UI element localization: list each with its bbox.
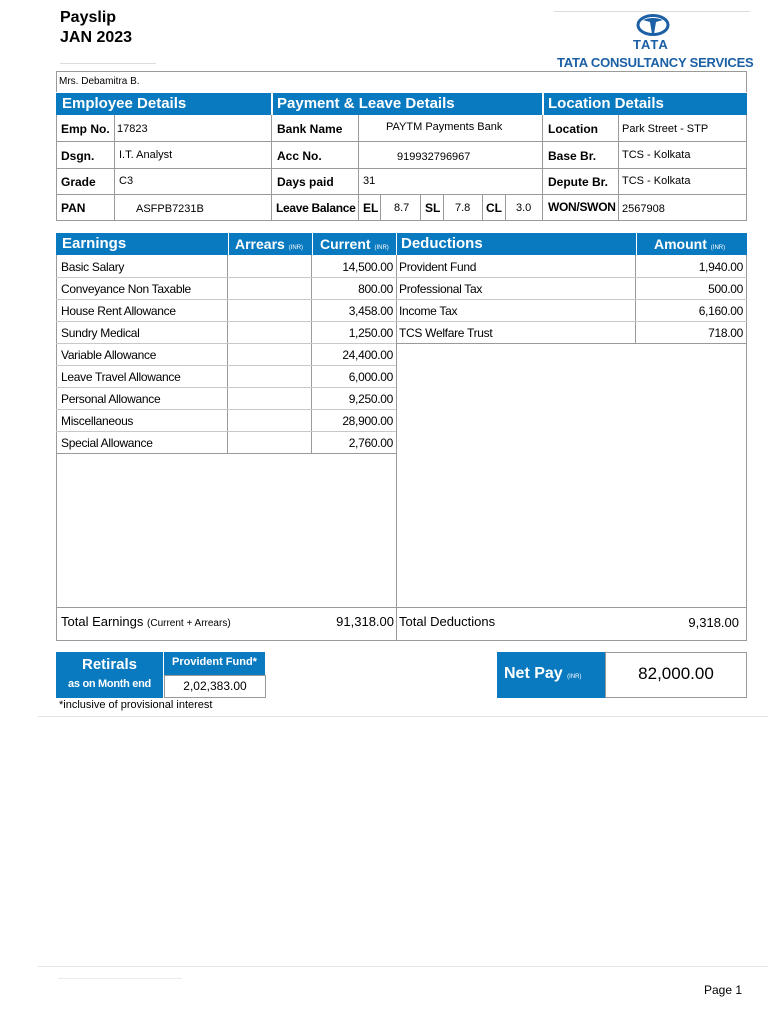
location-label: Location <box>548 122 598 136</box>
header-underline-right <box>554 11 750 12</box>
total-earnings-value: 91,318.00 <box>336 614 394 629</box>
earnings-row-name: Leave Travel Allowance <box>61 370 181 384</box>
earnings-row-name: Conveyance Non Taxable <box>61 282 191 296</box>
payslip-title: Payslip <box>60 9 117 26</box>
bank-name-value: PAYTM Payments Bank <box>386 121 503 133</box>
earnings-row-current: 800.00 <box>358 282 393 296</box>
days-paid-label: Days paid <box>277 175 334 189</box>
bank-name-label: Bank Name <box>277 122 343 136</box>
earnings-row-name: Variable Allowance <box>61 348 157 362</box>
arrears-label: Arrears <box>235 236 285 252</box>
earnings-row-divider <box>56 409 396 410</box>
days-paid-value: 31 <box>363 175 376 187</box>
earnings-row-divider <box>56 299 396 300</box>
earnings-row-name: House Rent Allowance <box>61 304 176 318</box>
net-pay-value: 82,000.00 <box>638 664 714 683</box>
dsgn-value: I.T. Analyst <box>119 149 173 161</box>
current-label: Current <box>320 236 371 252</box>
footer-divider <box>38 966 768 967</box>
cl-value: 3.0 <box>516 202 532 214</box>
location-value: Park Street - STP <box>622 123 709 135</box>
company-name: TATA CONSULTANCY SERVICES <box>557 55 754 70</box>
tata-logo-text: TATA <box>633 37 669 52</box>
base-branch-value: TCS - Kolkata <box>622 149 691 161</box>
depute-branch-label: Depute Br. <box>548 175 609 189</box>
won-label: WON/SWON <box>548 200 616 214</box>
earnings-row-name: Miscellaneous <box>61 414 134 428</box>
amount-inr: (INR) <box>710 245 726 251</box>
total-deductions-label: Total Deductions <box>399 614 496 629</box>
sl-value: 7.8 <box>455 202 471 214</box>
earnings-row-name: Personal Allowance <box>61 392 161 406</box>
total-earnings-note: (Current + Arrears) <box>147 618 231 629</box>
earnings-row-current: 1,250.00 <box>348 326 393 340</box>
acc-no-value: 919932796967 <box>397 151 471 163</box>
emp-no-label: Emp No. <box>61 122 110 136</box>
arrears-inr: (INR) <box>288 245 304 251</box>
employee-name-row <box>56 71 747 92</box>
payslip-period: JAN 2023 <box>60 29 133 46</box>
header-divider-2 <box>542 93 544 115</box>
sl-label: SL <box>425 201 441 215</box>
total-earnings-label <box>61 614 231 629</box>
earnings-row-name: Special Allowance <box>61 436 153 450</box>
deduction-row-name: TCS Welfare Trust <box>399 326 493 340</box>
earnings-row-name: Basic Salary <box>61 260 125 274</box>
current-heading <box>320 236 389 252</box>
payment-details-heading: Payment & Leave Details <box>277 95 455 112</box>
earnings-row-current: 14,500.00 <box>342 260 393 274</box>
earnings-row-divider <box>56 365 396 366</box>
employee-name: Mrs. Debamitra B. <box>59 76 140 87</box>
page-number: Page 1 <box>704 983 743 997</box>
earnings-row-divider <box>56 321 396 322</box>
earnings-row-name: Sundry Medical <box>61 326 140 340</box>
emp-no-value: 17823 <box>117 123 148 135</box>
earnings-row-current: 28,900.00 <box>342 414 393 428</box>
deduction-row-name: Provident Fund <box>399 260 477 274</box>
won-value: 2567908 <box>622 203 665 215</box>
earnings-row-current: 2,760.00 <box>348 436 393 450</box>
tata-logo-icon <box>636 14 670 36</box>
header-divider-1 <box>271 93 273 115</box>
cl-label: CL <box>486 201 502 215</box>
grade-value: C3 <box>119 175 134 187</box>
footer-faint-line <box>58 978 182 979</box>
deduction-row-amount: 1,940.00 <box>698 260 743 274</box>
grade-label: Grade <box>61 175 96 189</box>
earnings-row-current: 6,000.00 <box>348 370 393 384</box>
total-deductions-value: 9,318.00 <box>688 615 739 630</box>
earnings-row-divider <box>56 387 396 388</box>
base-branch-label: Base Br. <box>548 149 597 163</box>
arrears-heading <box>235 236 303 252</box>
leave-balance-label: Leave Balance <box>276 201 356 215</box>
deduction-row-name: Professional Tax <box>399 282 483 296</box>
deduction-row-name: Income Tax <box>399 304 458 318</box>
net-pay-inr: (INR) <box>567 674 582 680</box>
earnings-row-divider <box>56 343 396 344</box>
el-value: 8.7 <box>394 202 410 214</box>
retirals-title: Retirals <box>81 656 138 673</box>
net-pay-label: Net Pay <box>504 665 563 682</box>
deduction-row-divider <box>396 277 747 278</box>
earnings-heading: Earnings <box>62 235 127 252</box>
amount-label: Amount <box>654 236 707 252</box>
earnings-row-divider <box>56 431 396 432</box>
earnings-row-divider <box>56 277 396 278</box>
deduction-row-amount: 500.00 <box>708 282 743 296</box>
el-label: EL <box>363 201 379 215</box>
provident-fund-value: 2,02,383.00 <box>183 679 247 693</box>
retirals-subtitle: as on Month end <box>68 678 151 690</box>
deduction-row-divider <box>396 299 747 300</box>
amount-heading <box>654 236 725 252</box>
employee-details-heading: Employee Details <box>62 95 187 112</box>
retirals-footnote: *inclusive of provisional interest <box>59 699 213 711</box>
earnings-row-current: 9,250.00 <box>348 392 393 406</box>
earnings-row-current: 24,400.00 <box>342 348 393 362</box>
dsgn-label: Dsgn. <box>61 149 95 163</box>
deduction-row-divider <box>396 321 747 322</box>
location-details-heading: Location Details <box>548 95 664 112</box>
pan-label: PAN <box>61 201 86 215</box>
depute-branch-value: TCS - Kolkata <box>622 175 691 187</box>
deductions-heading: Deductions <box>401 235 483 252</box>
earnings-row-current: 3,458.00 <box>348 304 393 318</box>
page-divider <box>38 716 768 717</box>
acc-no-label: Acc No. <box>277 149 322 163</box>
total-earnings-text: Total Earnings <box>61 614 144 629</box>
deduction-row-amount: 6,160.00 <box>698 304 743 318</box>
net-pay-heading <box>504 665 582 683</box>
header-underline-left <box>60 63 156 64</box>
provident-fund-heading: Provident Fund* <box>164 652 265 675</box>
pan-value: ASFPB7231B <box>136 203 204 215</box>
current-inr: (INR) <box>374 245 389 251</box>
deduction-row-amount: 718.00 <box>708 326 743 340</box>
